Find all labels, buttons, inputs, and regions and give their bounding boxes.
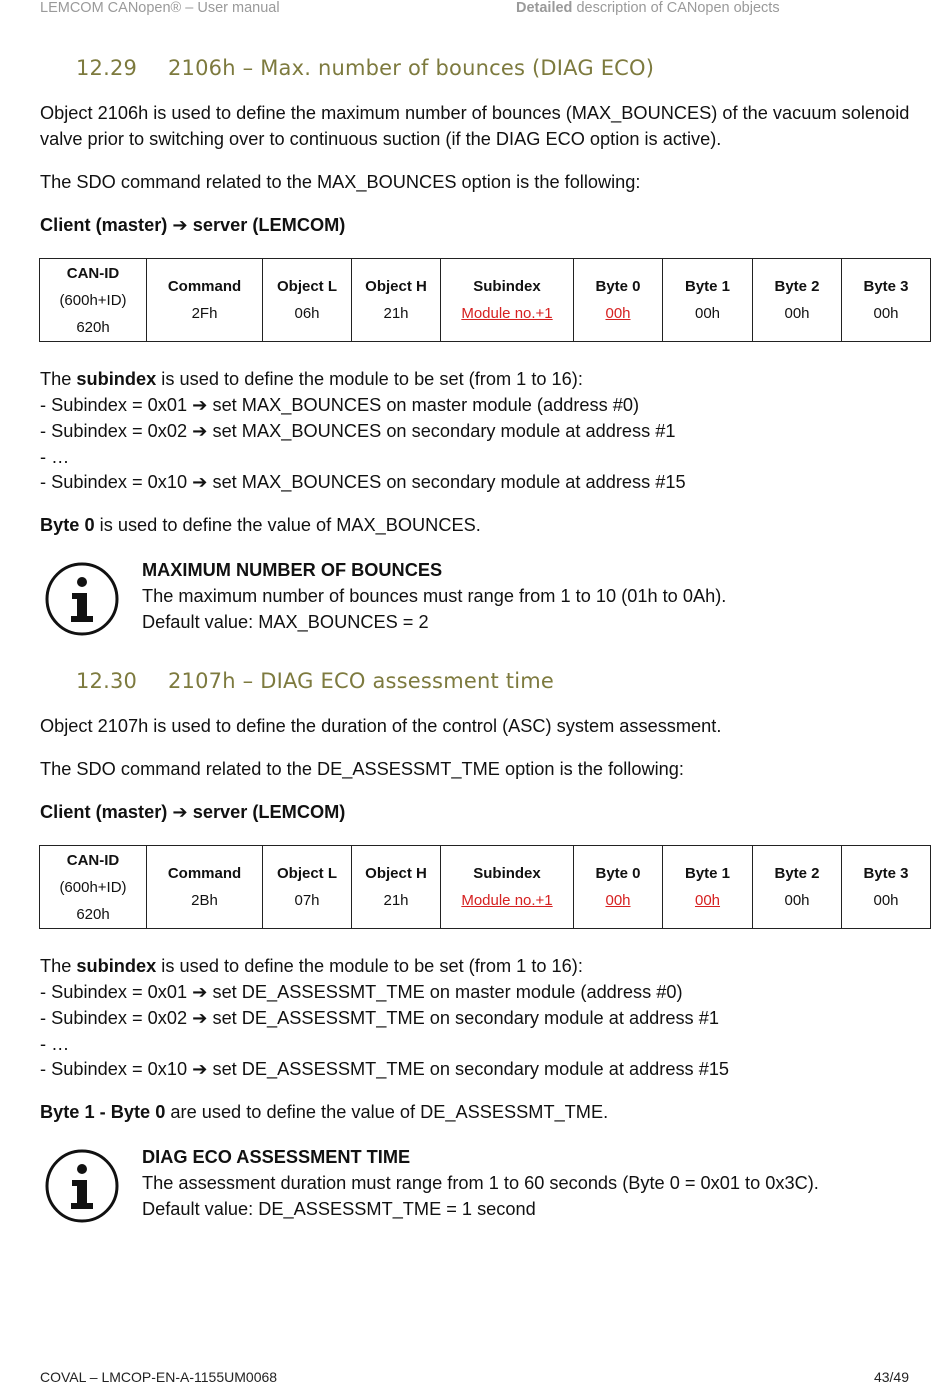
header-byte-0: Byte 0: [595, 278, 641, 295]
cell-object-h: [352, 259, 441, 342]
info-note-text: [142, 557, 726, 635]
arrow-icon: ➔: [172, 802, 188, 822]
byte-description: [40, 513, 920, 539]
info-note: [40, 557, 930, 637]
list-item-prefix: - Subindex = 0x10: [40, 472, 193, 493]
value-command: 2Bh: [191, 892, 218, 909]
list-item: [40, 1032, 920, 1058]
client-server-line: [40, 800, 920, 826]
list-item-text: set MAX_BOUNCES on secondary module at address #1: [207, 420, 676, 441]
subindex-list: [40, 393, 920, 496]
section-intro: Object 2106h is used to define the maximum number of bounces (MAX_BOUNCES) of the vacuum solenoid valve prior to switching over to continuous suction (if the DIAG ECO option is active).: [40, 103, 910, 149]
sdo-description: The SDO command related to the MAX_BOUNCES option is the following:: [40, 172, 641, 192]
cell-command: [147, 846, 263, 929]
arrow-icon: ➔: [192, 472, 208, 493]
info-icon: [44, 1148, 120, 1224]
header-canid-sub: (600h+ID): [59, 291, 127, 309]
page-header-chapter-rest: description of CANopen objects: [572, 0, 780, 16]
cell-byte-0: [574, 259, 663, 342]
value-byte-0: 00h: [605, 305, 631, 322]
header-object-h: Object H: [365, 278, 427, 295]
value-byte-1: 00h: [694, 305, 721, 322]
cell-canid: [40, 259, 147, 342]
subindex-pre: The: [40, 956, 77, 976]
value-command: 2Fh: [191, 305, 218, 322]
byte-bold: Byte 0: [40, 515, 95, 535]
section-number: 12.30: [76, 669, 138, 693]
header-command: Command: [167, 865, 242, 882]
cell-byte-2: [753, 846, 842, 929]
section-intro: Object 2107h is used to define the duration of the control (ASC) system assessment.: [40, 716, 722, 736]
cell-object-l: [263, 846, 352, 929]
list-item: [40, 1057, 920, 1083]
header-canid: CAN-ID: [66, 264, 120, 282]
subindex-list: [40, 980, 920, 1083]
header-byte-2: Byte 2: [774, 278, 820, 295]
note-line: The maximum number of bounces must range from 1 to 10 (01h to 0Ah).: [142, 586, 727, 606]
arrow-icon: ➔: [172, 215, 188, 235]
header-byte-1: Byte 1: [684, 865, 731, 882]
subindex-post: is used to define the module to be set (from 1 to 16):: [156, 369, 583, 389]
header-byte-3: Byte 3: [863, 278, 909, 295]
note-title: DIAG ECO ASSESSMENT TIME: [142, 1147, 411, 1167]
server-label: server (LEMCOM): [187, 802, 346, 822]
list-item-text: set DE_ASSESSMT_TME on master module (address #0): [207, 982, 683, 1002]
list-item-text: set MAX_BOUNCES on secondary module at address #15: [207, 472, 686, 493]
arrow-icon: ➔: [192, 395, 208, 415]
list-item-text: set DE_ASSESSMT_TME on secondary module at address #1: [207, 1007, 719, 1028]
header-byte-2: Byte 2: [774, 865, 820, 882]
value-subindex: Module no.+1: [461, 305, 553, 322]
subindex-bold: subindex: [76, 956, 157, 976]
page-number: 43/49: [873, 1369, 909, 1385]
note-line: Default value: DE_ASSESSMT_TME = 1 second: [142, 1199, 536, 1219]
cell-byte-0: [574, 846, 663, 929]
value-byte-2: 00h: [784, 305, 810, 322]
info-note-text: [142, 1144, 819, 1222]
cell-byte-1: [663, 259, 753, 342]
header-object-l: Object L: [276, 278, 337, 295]
client-label: Client (master): [40, 215, 173, 235]
list-item: [40, 980, 920, 1006]
list-item-text: set MAX_BOUNCES on master module (address #0): [207, 395, 640, 415]
table-row: [40, 846, 931, 929]
byte-rest: is used to define the value of MAX_BOUNCES.: [94, 515, 481, 535]
arrow-icon: ➔: [192, 982, 208, 1002]
note-line: Default value: MAX_BOUNCES = 2: [142, 612, 429, 632]
cell-byte-3: [842, 259, 931, 342]
byte-description: [40, 1100, 920, 1126]
value-object-h: 21h: [383, 892, 409, 909]
header-command: Command: [167, 278, 242, 295]
header-subindex: Subindex: [473, 865, 541, 882]
header-object-l: Object L: [276, 865, 337, 882]
list-item-prefix: - …: [40, 446, 70, 467]
note-title: MAXIMUM NUMBER OF BOUNCES: [142, 560, 443, 580]
header-canid-sub: (600h+ID): [59, 878, 127, 896]
cell-object-l: [263, 259, 352, 342]
arrow-icon: ➔: [192, 1059, 208, 1080]
value-object-h: 21h: [383, 305, 409, 322]
list-item-prefix: - Subindex = 0x01: [40, 982, 193, 1002]
list-item-prefix: - Subindex = 0x02: [40, 1007, 193, 1028]
byte-bold: Byte 1 - Byte 0: [40, 1102, 166, 1122]
list-item: [40, 470, 920, 496]
section-heading-12-30: [76, 669, 554, 693]
cell-command: [147, 259, 263, 342]
list-item: [40, 419, 920, 445]
value-canid: 620h: [76, 318, 110, 336]
header-byte-1: Byte 1: [684, 278, 731, 295]
arrow-icon: ➔: [192, 1007, 208, 1028]
sdo-command-table: [39, 258, 931, 342]
subindex-description: [40, 954, 920, 980]
header-object-h: Object H: [365, 865, 427, 882]
section-title: 2106h – Max. number of bounces (DIAG ECO): [168, 56, 655, 80]
subindex-pre: The: [40, 369, 77, 389]
list-item: [40, 1006, 920, 1032]
server-label: server (LEMCOM): [187, 215, 346, 235]
note-line: The assessment duration must range from 1 to 60 seconds (Byte 0 = 0x01 to 0x3C).: [142, 1173, 819, 1193]
header-canid: CAN-ID: [66, 851, 120, 869]
value-byte-1: 00h: [694, 892, 721, 909]
subindex-bold: subindex: [76, 369, 157, 389]
sdo-description: The SDO command related to the DE_ASSESSMT_TME option is the following:: [40, 759, 684, 779]
list-item-prefix: - Subindex = 0x01: [40, 395, 193, 415]
value-canid: 620h: [76, 905, 110, 923]
info-note: [40, 1144, 930, 1224]
cell-subindex: [441, 259, 574, 342]
list-item-text: set DE_ASSESSMT_TME on secondary module at address #15: [207, 1059, 730, 1080]
sdo-command-table: [39, 845, 931, 929]
list-item-prefix: - Subindex = 0x02: [40, 420, 193, 441]
header-byte-0: Byte 0: [595, 865, 641, 882]
cell-subindex: [441, 846, 574, 929]
value-object-l: 06h: [294, 305, 320, 322]
cell-object-h: [352, 846, 441, 929]
cell-byte-2: [753, 259, 842, 342]
value-byte-0: 00h: [605, 892, 631, 909]
cell-canid: [40, 846, 147, 929]
list-item: [40, 445, 920, 471]
client-label: Client (master): [40, 802, 173, 822]
info-icon: [44, 561, 120, 637]
client-server-line: [40, 213, 920, 239]
page-footer-docref: COVAL – LMCOP-EN-A-1155UM0068: [40, 1369, 278, 1385]
list-item: [40, 393, 920, 419]
value-byte-2: 00h: [784, 892, 810, 909]
table-row: [40, 259, 931, 342]
value-object-l: 07h: [294, 892, 320, 909]
cell-byte-3: [842, 846, 931, 929]
page-header-chapter-bold: Detailed: [516, 0, 573, 16]
page-header-title: LEMCOM CANopen® – User manual: [40, 0, 280, 16]
section-title: 2107h – DIAG ECO assessment time: [168, 669, 555, 693]
arrow-icon: ➔: [192, 420, 208, 441]
page-header-chapter: [516, 0, 780, 16]
list-item-prefix: - Subindex = 0x10: [40, 1059, 193, 1080]
byte-rest: are used to define the value of DE_ASSESSMT_TME.: [165, 1102, 609, 1122]
value-byte-3: 00h: [873, 305, 899, 322]
section-number: 12.29: [76, 56, 138, 80]
subindex-description: [40, 367, 920, 393]
cell-byte-1: [663, 846, 753, 929]
list-item-prefix: - …: [40, 1033, 70, 1054]
value-byte-3: 00h: [873, 892, 899, 909]
header-byte-3: Byte 3: [863, 865, 909, 882]
subindex-post: is used to define the module to be set (from 1 to 16):: [156, 956, 583, 976]
section-heading-12-29: [76, 56, 654, 80]
value-subindex: Module no.+1: [461, 892, 553, 909]
header-subindex: Subindex: [473, 278, 541, 295]
